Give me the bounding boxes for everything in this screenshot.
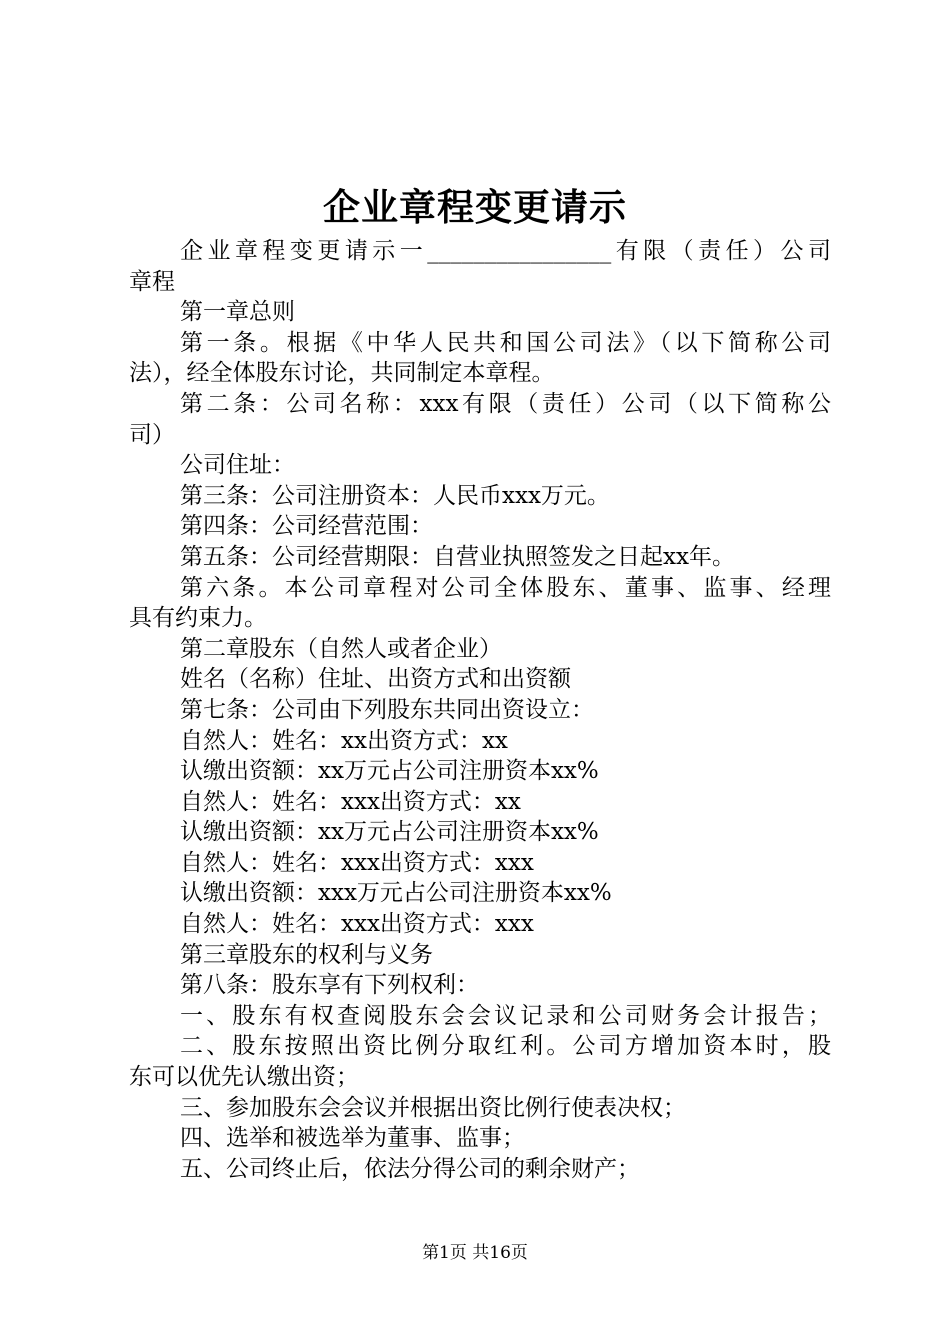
paragraph-line: 一、股东有权查阅股东会会议记录和公司财务会计报告； <box>180 1002 831 1029</box>
paragraph-line: 三、参加股东会会议并根据出资比例行使表决权； <box>180 1094 686 1121</box>
paragraph-line: 自然人：姓名：xxx出资方式：xxx <box>180 911 534 938</box>
paragraph-line: 姓名（名称）住址、出资方式和出资额 <box>180 666 571 693</box>
chapter-heading: 第二章股东（自然人或者企业） <box>180 635 502 662</box>
paragraph-line: 四、选举和被选举为董事、监事； <box>180 1125 525 1152</box>
chapter-heading: 第一章总则 <box>180 299 295 326</box>
page-number-footer: 第1页 共16页 <box>422 1243 528 1263</box>
paragraph-line: 第四条：公司经营范围： <box>180 513 433 540</box>
paragraph-line: 第六条。本公司章程对公司全体股东、董事、监事、经理 <box>180 574 831 601</box>
paragraph-line: 认缴出资额：xx万元占公司注册资本xx% <box>180 819 599 846</box>
paragraph-line: 自然人：姓名：xxx出资方式：xxx <box>180 849 534 876</box>
paragraph-line: 自然人：姓名：xxx出资方式：xx <box>180 788 521 815</box>
paragraph-line: 认缴出资额：xxx万元占公司注册资本xx% <box>180 880 612 907</box>
paragraph-line: 法），经全体股东讨论，共同制定本章程。 <box>129 360 555 387</box>
paragraph-line: 二、股东按照出资比例分取红利。公司方增加资本时，股 <box>180 1033 831 1060</box>
paragraph-line: 第八条：股东享有下列权利： <box>180 972 479 999</box>
paragraph-line: 章程 <box>129 268 175 295</box>
paragraph-line: 认缴出资额：xx万元占公司注册资本xx% <box>180 758 599 785</box>
paragraph-line: 企业章程变更请示一________________有限（责任）公司 <box>180 238 831 264</box>
paragraph-line: 五、公司终止后，依法分得公司的剩余财产； <box>180 1155 640 1182</box>
paragraph-line: 东可以优先认缴出资； <box>129 1064 359 1091</box>
document-body <box>129 236 831 1184</box>
paragraph-line: 公司住址： <box>180 452 295 479</box>
paragraph-line: 第三条：公司注册资本：人民币xxx万元。 <box>180 482 610 509</box>
paragraph-line: 第二条：公司名称：xxx有限（责任）公司（以下简称公 <box>180 390 831 417</box>
paragraph-line: 司） <box>129 421 175 448</box>
paragraph-line: 第七条：公司由下列股东共同出资设立： <box>180 696 594 723</box>
paragraph-line: 第一条。根据《中华人民共和国公司法》（以下简称公司 <box>180 329 831 356</box>
document-title: 企业章程变更请示 <box>323 185 627 229</box>
chapter-heading: 第三章股东的权利与义务 <box>180 941 433 968</box>
paragraph-line: 第五条：公司经营期限：自营业执照签发之日起xx年。 <box>180 543 735 570</box>
paragraph-line: 具有约束力。 <box>129 605 267 632</box>
paragraph-line: 自然人：姓名：xx出资方式：xx <box>180 727 508 754</box>
